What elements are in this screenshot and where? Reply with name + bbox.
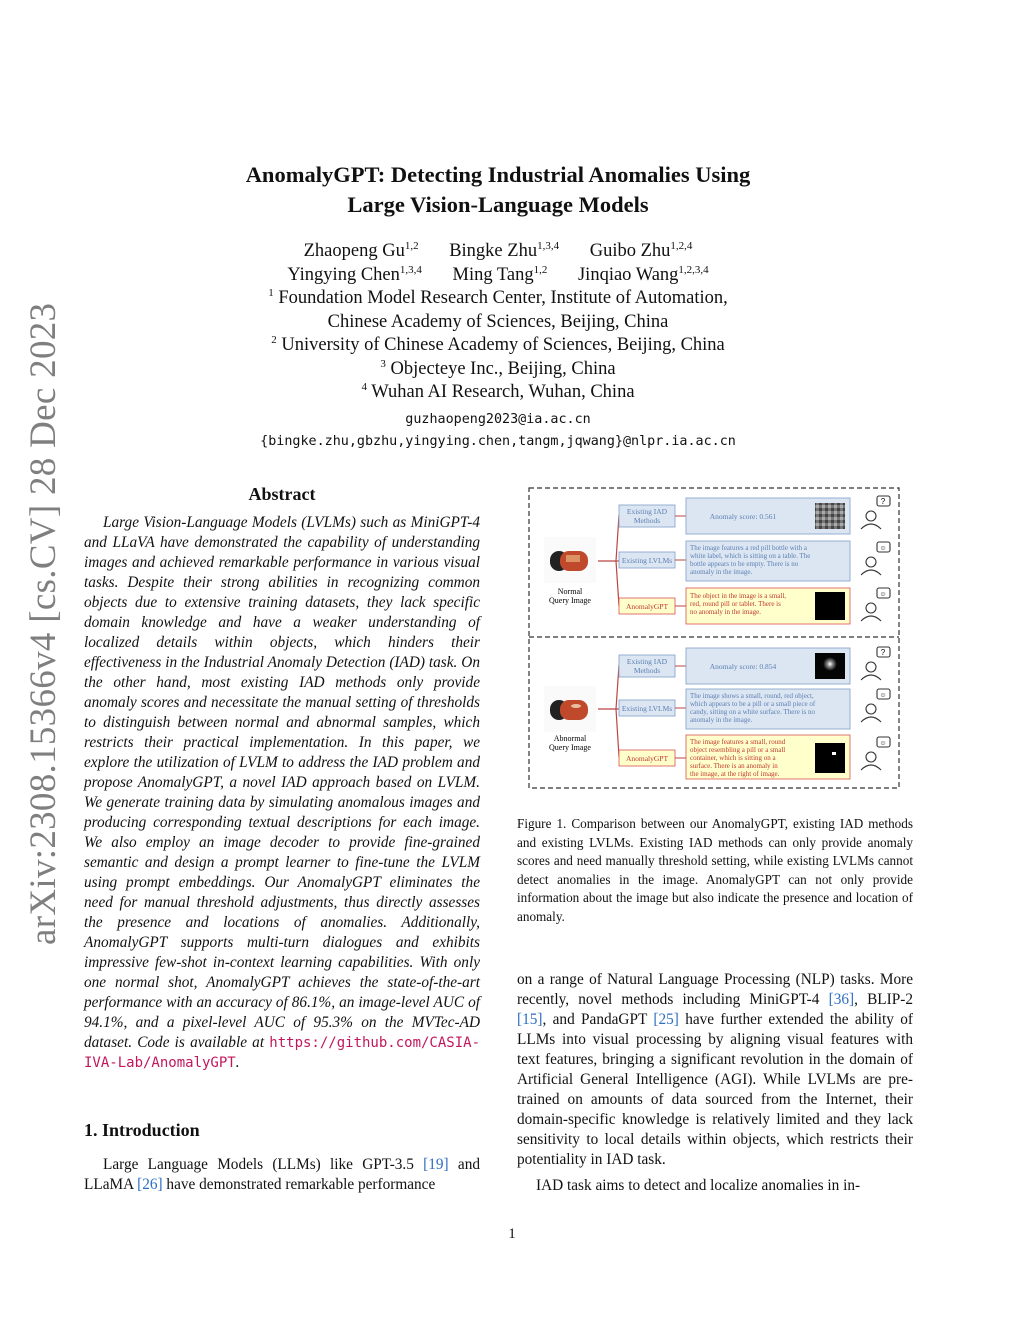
author-row-1 [180, 240, 816, 264]
method-label-lvlm: Existing LVLMs [621, 556, 673, 565]
svg-text:white label, which is sitting: white label, which is sitting on a table. The [690, 552, 811, 560]
abnormal-label: Abnormal [553, 734, 587, 743]
citation-link[interactable]: [15] [517, 1011, 543, 1028]
title-line-2: Large Vision-Language Models [347, 192, 649, 217]
question-icon: ? [880, 648, 886, 657]
anomaly-score-normal: Anomaly score: 0.561 [709, 512, 777, 521]
method-label-iad-sub: Methods [633, 516, 661, 525]
anomaly-score-abnormal: Anomaly score: 0.854 [709, 662, 777, 671]
citation-link[interactable]: [26] [137, 1176, 163, 1193]
mask-abnormal [815, 743, 845, 773]
email-primary: guzhaopeng2023@ia.ac.cn [405, 411, 591, 427]
abstract-body: Large Vision-Language Models (LVLMs) such as MiniGPT-4 and LLaVA have demonstrated the capability of understanding images and achieved remarkable performance in various visual tasks. Despite their strong abilities in recognizing common objects due to extensive training datasets, they lack specific domain knowledge and have a weaker understanding of localized details within objects, which hinders their effectiveness in the Industrial Anomaly Detection (IAD) task. On the other hand, most existing IAD methods only provide anomaly scores and necessitate the manual setting of thresholds to distinguish between normal and abnormal samples, which restricts their practical implementation. In this paper, we explore the utilization of LVLM to address the IAD problem and propose AnomalyGPT, a novel IAD approach based on LVLM. We generate training data by simulating anomalous images and producing corresponding textual descriptions for each image. We also employ an image decoder to provide fine-grained semantic and design a prompt learner to fine-tune the LVLM using prompt embeddings. Our AnomalyGPT eliminates the need for manual threshold adjustments, thus directly assesses the presence and locations of anomalies. Additionally, AnomalyGPT supports multi-turn dialogues and exhibits impressive few-shot in-context learning capabilities. With only one normal shot, AnomalyGPT achieves the state-of-the-art performance with an accuracy of 86.1%, an image-level AUC of 94.1%, and a pixel-level AUC of 95.3% on the MVTec-AD dataset. Code is available at https://github.com/CASIA-IVA-Lab/AnomalyGPT. [84, 514, 480, 1071]
figure-1-caption: Figure 1. Comparison between our AnomalyGPT, existing IAD methods and existing LVLMs. Existing IAD methods can only provide anomaly scores and need manually threshold setting, while existing LVLMs cannot detect anomalies in the image. AnomalyGPT can not only provide information about the image but also indicate the presence and location of anomaly. [517, 816, 913, 924]
method-label-ours: AnomalyGPT [625, 602, 669, 611]
svg-text:candy, sitting on a white surf: candy, sitting on a white surface. There is no [690, 708, 815, 716]
arxiv-identifier: arXiv:2308.15366v4 [cs.CV] 28 Dec 2023 [23, 302, 64, 945]
method-label-iad: Existing IAD [626, 507, 668, 516]
svg-text:The image features a red pill: The image features a red pill bottle with a [690, 544, 808, 552]
affiliation: Chinese Academy of Sciences, Beijing, China [327, 311, 669, 332]
affiliation: $^3$ Objecteye Inc., Beijing, China [380, 357, 616, 379]
svg-text:the image, at the right of ima: the image, at the right of image. [690, 770, 780, 778]
svg-text:The image features a small, ro: The image features a small, round [690, 738, 786, 746]
ours-response-abnormal [690, 738, 786, 778]
heatmap-normal [815, 503, 845, 529]
email-group: {bingke.zhu,gbzhu,yingying.chen,tangm,jqwang}@nlpr.ia.ac.cn [260, 433, 736, 449]
svg-text:no anomaly in the image.: no anomaly in the image. [690, 608, 761, 616]
section-heading-introduction: 1. Introduction [84, 1120, 200, 1140]
affiliation: $^1$ Foundation Model Research Center, Institute of Automation, [268, 287, 728, 308]
svg-text:red, round pill or tablet. The: red, round pill or tablet. There is [690, 600, 781, 608]
intro-paragraph-right: on a range of Natural Language Processing (NLP) tasks. More recently, novel methods including MiniGPT-4 [36], BLIP-2 [15], and PandaGPT [25] have further extended the ability of LLMs into visual processing by aligning visual features with text features, bringing a significant revolution in the domain of Artificial General Intelligence (AGI). While LVLMs are pre-trained on amounts of data sourced from the Internet, their domain-specific knowledge is relatively limited and they lack sensitivity to local details within objects, which restricts their potentiality in IAD task. IAD task aims to detect and localize anomalies in in- [517, 971, 914, 1194]
question-icon: ? [880, 497, 886, 506]
author: Jinqiao Wang$^{1,2,3,4}$ [577, 263, 709, 285]
code-link[interactable]: https://github.com/CASIA-IVA-Lab/AnomalyGPT [84, 1035, 480, 1071]
abnormal-query-image [544, 686, 596, 732]
affiliation: $^4$ Wuhan AI Research, Wuhan, China [361, 381, 635, 402]
figure-1-comparison [528, 487, 900, 789]
title-line-1: AnomalyGPT: Detecting Industrial Anomalies Using [245, 162, 751, 187]
author-block [180, 240, 816, 453]
author: Ming Tang$^{1,2}$ [452, 263, 548, 285]
author-row-2 [180, 264, 816, 288]
intro-paragraph-left: Large Language Models (LLMs) like GPT-3.5 [19] and LLaMA [26] have demonstrated remarkable performance [84, 1156, 480, 1193]
author: Zhaopeng Gu$^{1,2}$ [303, 240, 419, 261]
chat-icon: ☺ [879, 740, 887, 747]
svg-text:surface. There is an anomaly i: surface. There is an anomaly in [690, 762, 778, 770]
chat-icon: ☺ [879, 692, 887, 699]
citation-link[interactable]: [36] [828, 991, 855, 1008]
affiliation: $^2$ University of Chinese Academy of Sciences, Beijing, China [271, 334, 725, 355]
chat-icon: ☺ [879, 591, 887, 598]
normal-query-image [544, 537, 596, 583]
citation-link[interactable]: [19] [423, 1156, 449, 1173]
author: Yingying Chen$^{1,3,4}$ [287, 263, 422, 285]
method-label-iad-sub: Methods [633, 666, 661, 675]
svg-text:anomaly in the image.: anomaly in the image. [690, 568, 753, 576]
method-label-iad: Existing IAD [626, 657, 668, 666]
intro-paragraph-next: IAD task aims to detect and localize anomalies in in- [536, 1177, 861, 1194]
abstract-heading: Abstract [248, 484, 316, 504]
method-label-ours: AnomalyGPT [625, 754, 669, 763]
normal-label-sub: Query Image [549, 596, 591, 605]
svg-text:bottle appears to be empty. Th: bottle appears to be empty. There is no [690, 560, 799, 568]
chat-icon: ☺ [879, 545, 887, 552]
svg-text:object resembling a pill or a: object resembling a pill or a small [690, 746, 786, 754]
svg-text:The object in the image is a s: The object in the image is a small, [690, 592, 787, 600]
page-number: 1 [508, 1226, 516, 1242]
svg-text:The image shows a small, round: The image shows a small, round, red object, [690, 692, 814, 700]
author: Guibo Zhu$^{1,2,4}$ [589, 240, 693, 261]
method-label-lvlm: Existing LVLMs [621, 704, 673, 713]
normal-label: Normal [557, 587, 583, 596]
svg-text:anomaly in the image.: anomaly in the image. [690, 716, 753, 724]
author: Bingke Zhu$^{1,3,4}$ [449, 240, 560, 261]
mask-normal [815, 592, 845, 620]
svg-text:which appears to be a pill or: which appears to be a pill or a small piece of [690, 700, 816, 708]
svg-text:container, which is sitting on: container, which is sitting on a [690, 754, 776, 762]
paper-title [180, 160, 816, 220]
citation-link[interactable]: [25] [653, 1011, 679, 1028]
abnormal-label-sub: Query Image [549, 743, 591, 752]
